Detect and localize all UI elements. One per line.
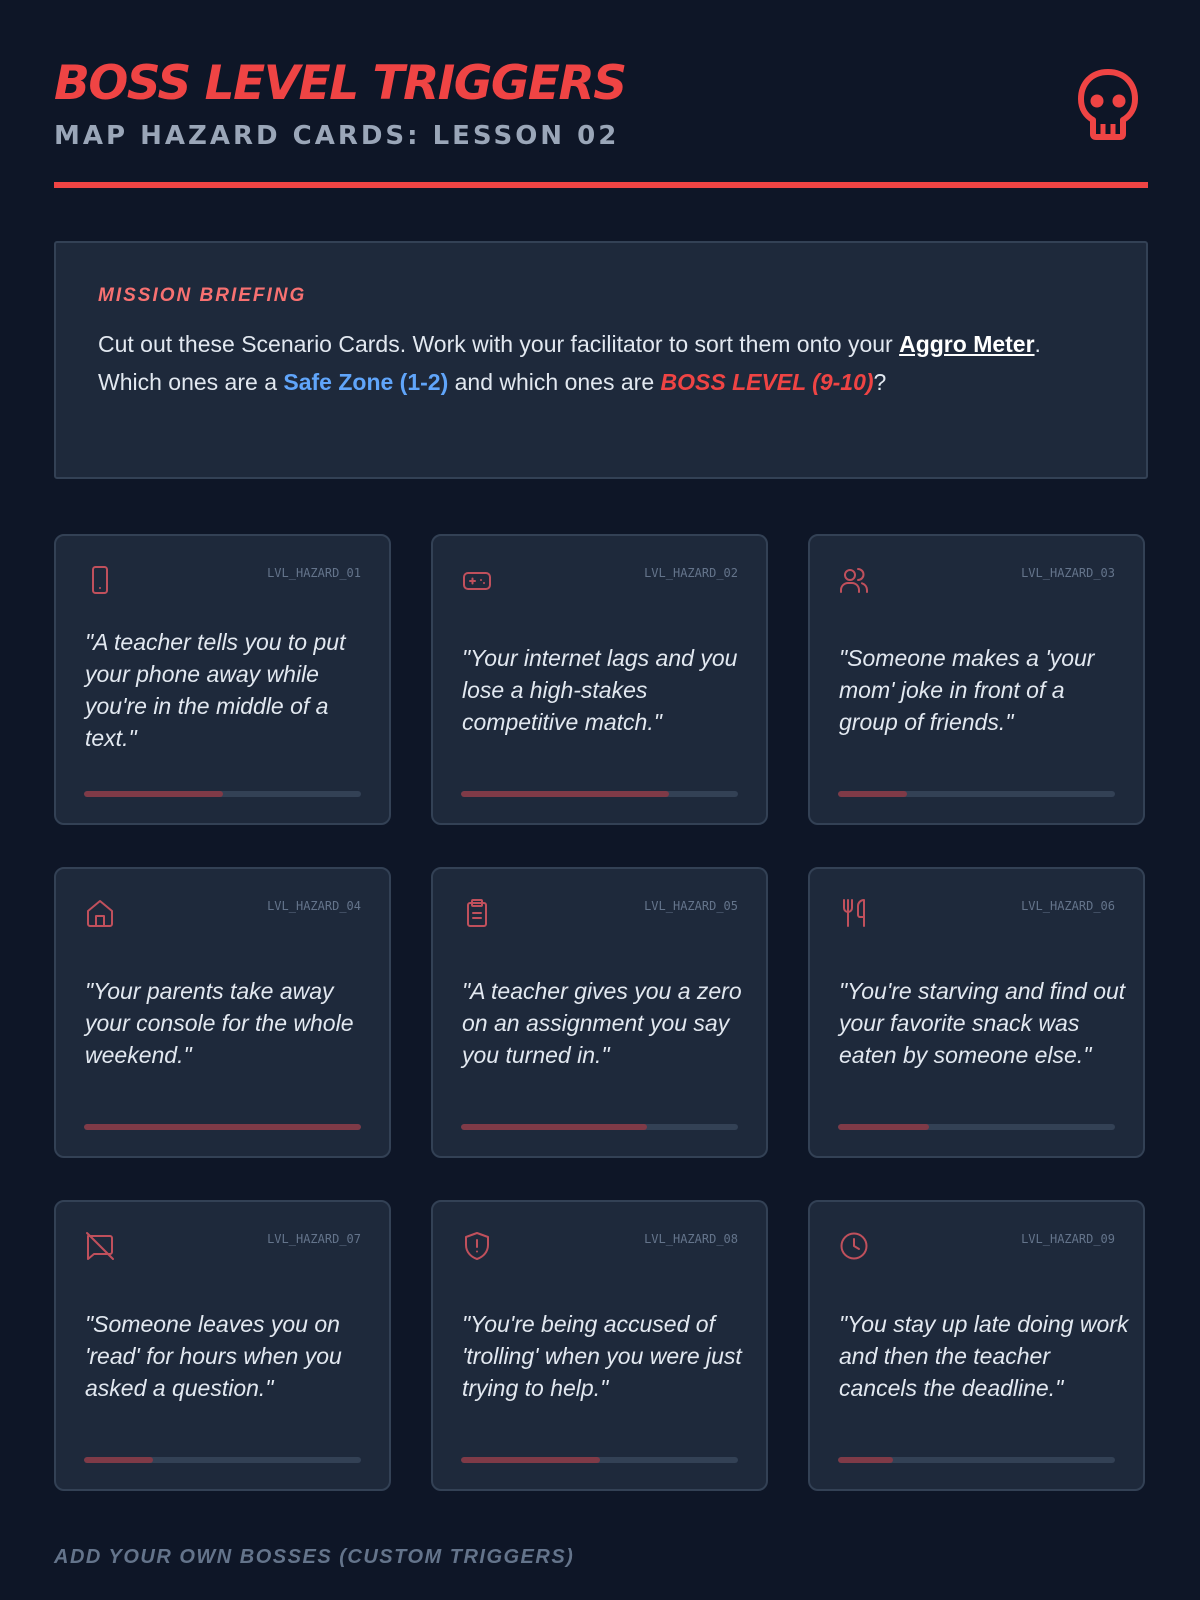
aggro-meter-fill bbox=[461, 1457, 600, 1463]
scenario-card bbox=[431, 1200, 768, 1491]
card-quote-area bbox=[85, 943, 375, 1103]
card-quote: "Someone leaves you on 'read' for hours when you asked a question." bbox=[85, 1311, 342, 1401]
clipboard-icon bbox=[461, 897, 493, 929]
skull-icon bbox=[1076, 68, 1140, 142]
utensils-icon bbox=[838, 897, 870, 929]
home-icon bbox=[84, 897, 116, 929]
card-quote: "A teacher gives you a zero on an assignment you say you turned in." bbox=[462, 978, 742, 1068]
scenario-card bbox=[54, 867, 391, 1158]
scenario-card bbox=[54, 1200, 391, 1491]
aggro-meter-bar bbox=[461, 791, 738, 797]
scenario-card bbox=[808, 1200, 1145, 1491]
shield-alert-icon bbox=[461, 1230, 493, 1262]
safe-zone-term: Safe Zone (1-2) bbox=[283, 369, 449, 395]
message-off-icon bbox=[84, 1230, 116, 1262]
card-quote-area bbox=[85, 610, 375, 770]
card-code: LVL_HAZARD_02 bbox=[644, 566, 738, 580]
briefing-text bbox=[98, 325, 1088, 401]
card-quote: "You stay up late doing work and then the teacher cancels the deadline." bbox=[839, 1311, 1129, 1401]
card-code: LVL_HAZARD_04 bbox=[267, 899, 361, 913]
card-quote-area bbox=[462, 610, 752, 770]
card-code: LVL_HAZARD_05 bbox=[644, 899, 738, 913]
aggro-meter-fill bbox=[838, 1124, 929, 1130]
aggro-meter-fill bbox=[461, 791, 669, 797]
card-quote-area bbox=[839, 610, 1129, 770]
briefing-line2-mid: and which ones are bbox=[448, 369, 661, 395]
card-quote: "You're being accused of 'trolling' when you were just trying to help." bbox=[462, 1311, 742, 1401]
page-title: BOSS LEVEL TRIGGERS bbox=[54, 56, 626, 111]
card-quote: "You're starving and find out your favorite snack was eaten by someone else." bbox=[839, 978, 1126, 1068]
scenario-card bbox=[431, 867, 768, 1158]
card-quote: "Someone makes a 'your mom' joke in front of a group of friends." bbox=[839, 645, 1095, 735]
briefing-line2-end: ? bbox=[873, 369, 887, 395]
aggro-meter-bar bbox=[84, 1457, 361, 1463]
boss-level-term: BOSS LEVEL (9-10) bbox=[660, 369, 874, 395]
card-quote-area bbox=[462, 943, 752, 1103]
clock-icon bbox=[838, 1230, 870, 1262]
aggro-meter-bar bbox=[84, 1124, 361, 1130]
page-subtitle: MAP HAZARD CARDS: LESSON 02 bbox=[54, 121, 620, 151]
aggro-meter-bar bbox=[84, 791, 361, 797]
header bbox=[54, 52, 1148, 188]
worksheet-page bbox=[54, 0, 1148, 1600]
scenario-card bbox=[54, 534, 391, 825]
aggro-meter-fill bbox=[838, 1457, 893, 1463]
aggro-meter-term: Aggro Meter bbox=[899, 331, 1035, 357]
users-icon bbox=[838, 564, 870, 596]
card-quote-area bbox=[839, 1276, 1129, 1436]
scenario-card bbox=[808, 534, 1145, 825]
phone-icon bbox=[84, 564, 116, 596]
scenario-card bbox=[808, 867, 1145, 1158]
briefing-line2-start: Which ones are a bbox=[98, 369, 284, 395]
card-code: LVL_HAZARD_03 bbox=[1021, 566, 1115, 580]
aggro-meter-fill bbox=[84, 1457, 153, 1463]
card-quote: "Your internet lags and you lose a high-stakes competitive match." bbox=[462, 645, 738, 735]
custom-triggers-footer: ADD YOUR OWN BOSSES (CUSTOM TRIGGERS) bbox=[54, 1546, 575, 1568]
scenario-card bbox=[431, 534, 768, 825]
gamepad-icon bbox=[461, 564, 493, 596]
aggro-meter-bar bbox=[838, 1457, 1115, 1463]
card-quote-area bbox=[839, 943, 1129, 1103]
card-code: LVL_HAZARD_07 bbox=[267, 1232, 361, 1246]
aggro-meter-fill bbox=[84, 1124, 361, 1130]
card-code: LVL_HAZARD_01 bbox=[267, 566, 361, 580]
card-code: LVL_HAZARD_09 bbox=[1021, 1232, 1115, 1246]
briefing-line1: Cut out these Scenario Cards. Work with your facilitator to sort them onto your bbox=[98, 331, 900, 357]
aggro-meter-fill bbox=[838, 791, 907, 797]
aggro-meter-bar bbox=[838, 791, 1115, 797]
aggro-meter-bar bbox=[838, 1124, 1115, 1130]
aggro-meter-fill bbox=[461, 1124, 647, 1130]
card-code: LVL_HAZARD_08 bbox=[644, 1232, 738, 1246]
aggro-meter-bar bbox=[461, 1124, 738, 1130]
aggro-meter-fill bbox=[84, 791, 223, 797]
card-code: LVL_HAZARD_06 bbox=[1021, 899, 1115, 913]
card-quote-area bbox=[462, 1276, 752, 1436]
card-quote-area bbox=[85, 1276, 375, 1436]
mission-briefing bbox=[54, 241, 1148, 479]
aggro-meter-bar bbox=[461, 1457, 738, 1463]
card-quote: "Your parents take away your console for the whole weekend." bbox=[85, 978, 354, 1068]
card-quote: "A teacher tells you to put your phone away while you're in the middle of a text." bbox=[85, 629, 346, 751]
briefing-line1-end: . bbox=[1034, 331, 1041, 357]
briefing-label: MISSION BRIEFING bbox=[98, 285, 307, 306]
